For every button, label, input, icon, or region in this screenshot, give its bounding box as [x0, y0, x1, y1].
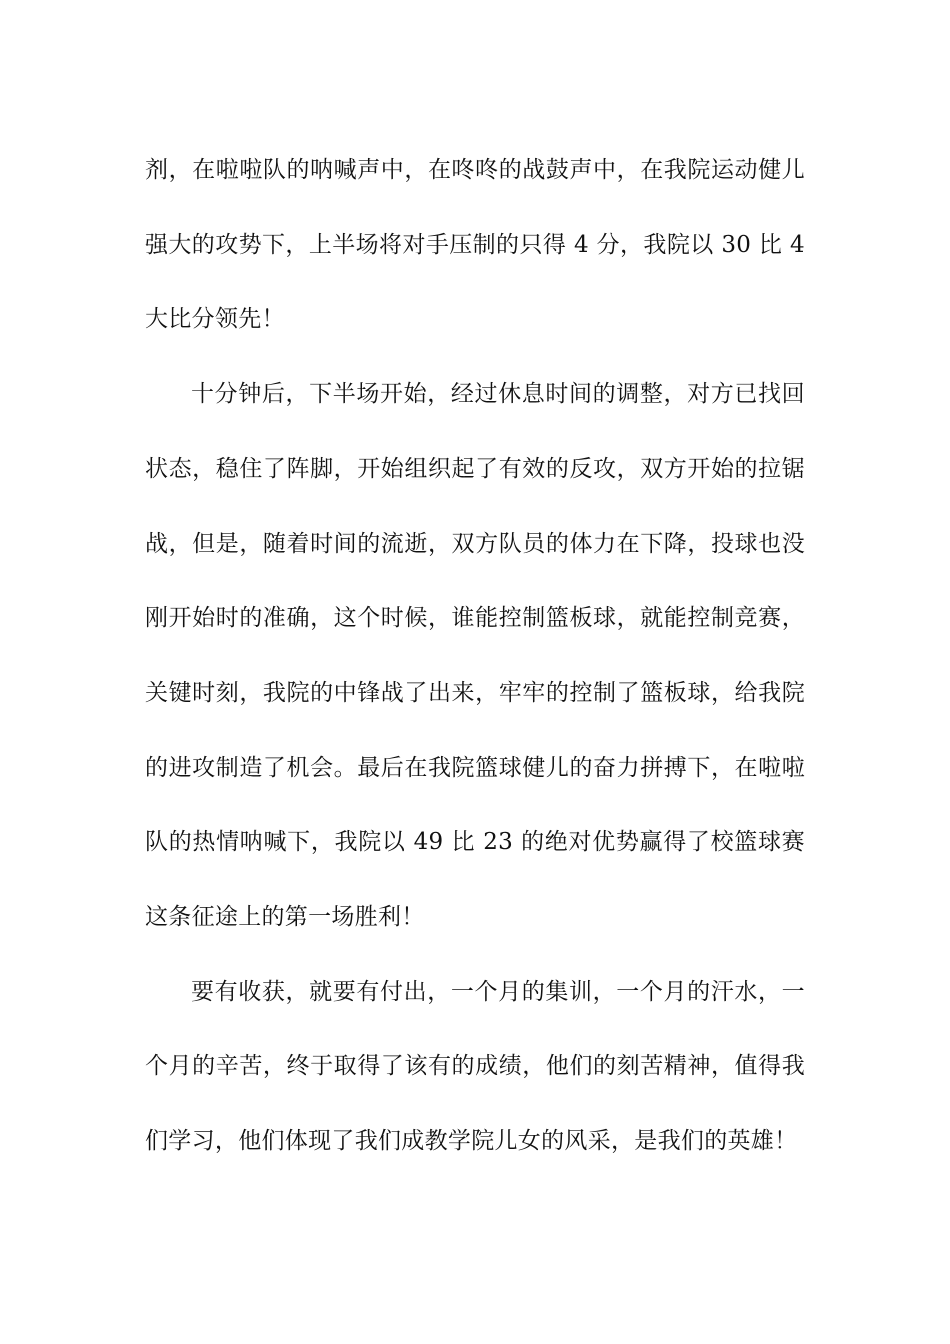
body-text — [145, 133, 805, 1179]
paragraph-2: 十分钟后，下半场开始，经过休息时间的调整，对方已找回状态，稳住了阵脚，开始组织起了有效的反攻，双方开始的拉锯战，但是，随着时间的流逝，双方队员的体力在下降，投球也没刚开始时的准确，这个时候，谁能控制篮板球，就能控制竞赛，关键时刻，我院的中锋战了出来，牢牢的控制了篮板球，给我院的进攻制造了机会。最后在我院篮球健儿的奋力拼搏下，在啦啦队的热情呐喊下，我院以 49 比 23 的绝对优势赢得了校篮球赛这条征途上的第一场胜利！ — [145, 381, 805, 931]
paragraph-1: 剂，在啦啦队的呐喊声中，在咚咚的战鼓声中，在我院运动健儿强大的攻势下，上半场将对手压制的只得 4 分，我院以 30 比 4 大比分领先！ — [145, 157, 805, 333]
paragraph-3: 要有收获，就要有付出，一个月的集训，一个月的汗水，一个月的辛苦，终于取得了该有的成绩，他们的刻苦精神，值得我们学习，他们体现了我们成教学院儿女的风采，是我们的英雄！ — [145, 978, 805, 1155]
